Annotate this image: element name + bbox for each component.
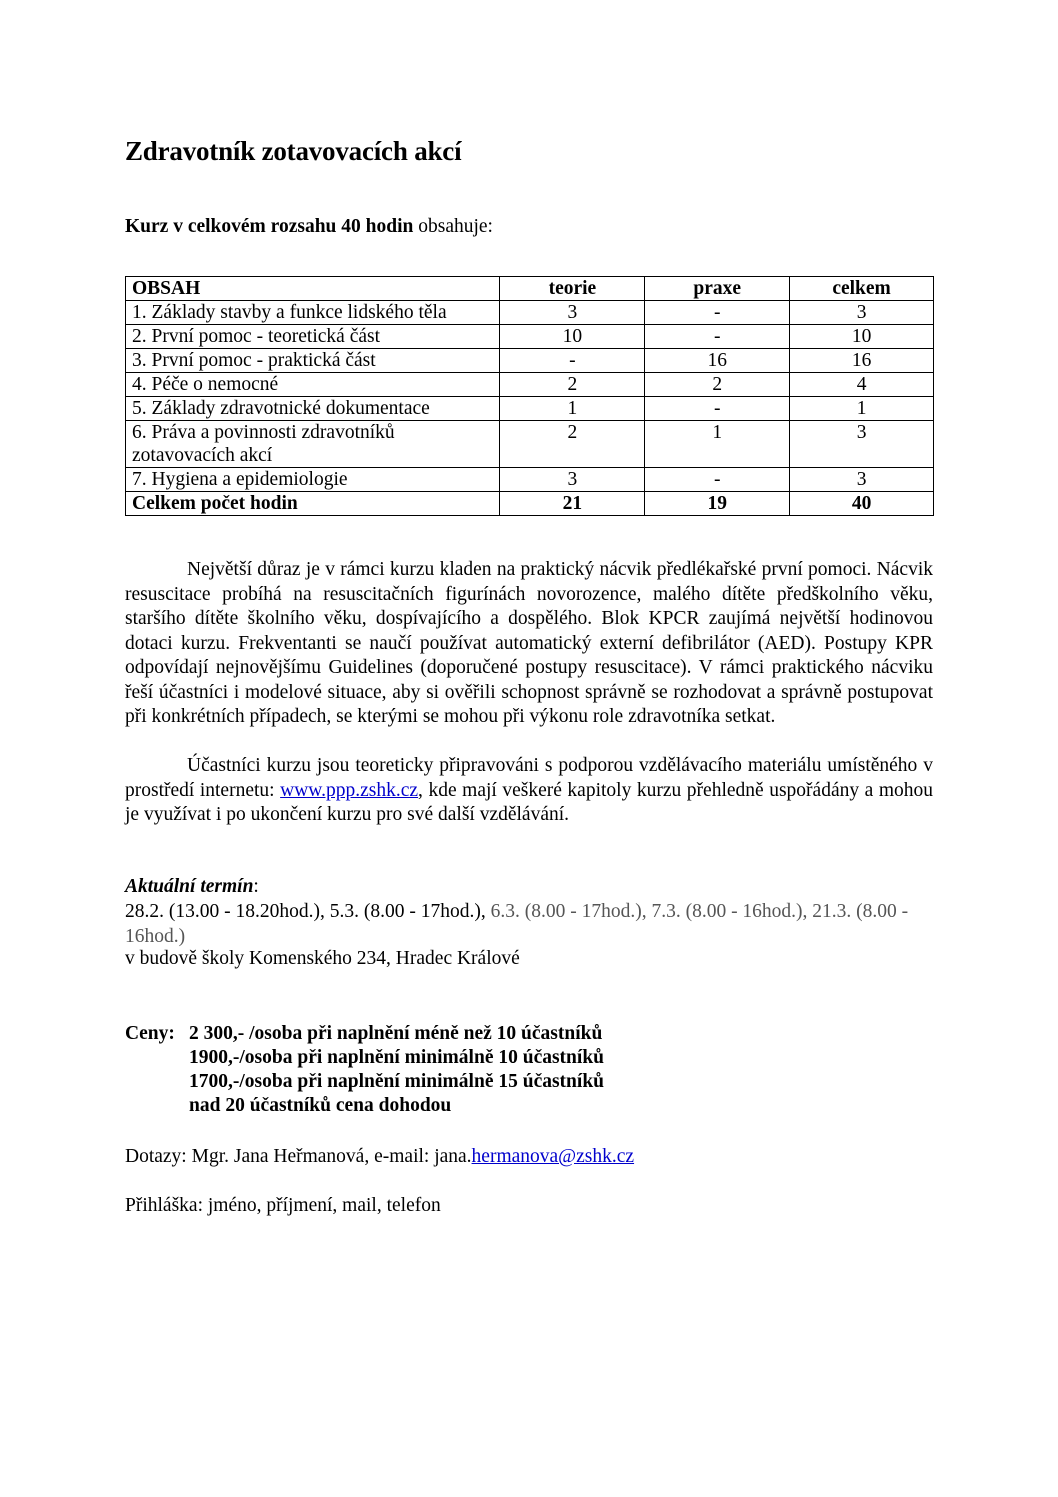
- cell-teorie: 3: [500, 468, 645, 492]
- header-obsah: OBSAH: [126, 277, 500, 301]
- term-venue: v budově školy Komenského 234, Hradec Králové: [125, 948, 520, 969]
- cell-topic: 7. Hygiena a epidemiologie: [126, 468, 500, 492]
- cell-teorie: 2: [500, 421, 645, 468]
- contact-prefix: Dotazy: Mgr. Jana Heřmanová, e-mail: jana.: [125, 1146, 472, 1167]
- cell-celkem: 4: [790, 373, 934, 397]
- cell-topic: 2. První pomoc - teoretická část: [126, 325, 500, 349]
- cell-celkem: 3: [790, 421, 934, 468]
- price-line: 1700,-/osoba při naplnění minimálně 15 účastníků: [189, 1071, 605, 1092]
- course-intro: [125, 216, 493, 238]
- cell-total-celkem: 40: [790, 492, 934, 516]
- table-total-row: [126, 492, 934, 516]
- price-line: 1900,-/osoba při naplnění minimálně 10 účastníků: [189, 1047, 605, 1068]
- course-content-table: [125, 276, 934, 516]
- table-row: [126, 421, 934, 468]
- cell-praxe: -: [645, 301, 790, 325]
- table-row: [126, 325, 934, 349]
- price-spacer: [125, 1070, 189, 1094]
- paragraph-online-after: , kde mají veškeré kapitoly kurzu přehledně uspořádány a mohou je využívat i po ukončení kurzu pro své další vzdělávání.: [125, 779, 934, 825]
- cell-total-praxe: 19: [645, 492, 790, 516]
- prices-label: Ceny:: [125, 1023, 175, 1044]
- cell-praxe: -: [645, 325, 790, 349]
- cell-praxe: 16: [645, 349, 790, 373]
- table-row: [126, 373, 934, 397]
- current-term-colon: :: [253, 876, 259, 897]
- cell-teorie: 10: [500, 325, 645, 349]
- prices-block: [125, 1022, 604, 1118]
- course-intro-rest: obsahuje:: [413, 216, 493, 237]
- email-link[interactable]: hermanova@zshk.cz: [471, 1146, 635, 1167]
- current-term-heading: [125, 876, 259, 898]
- paragraph-training-focus-text: Největší důraz je v rámci kurzu kladen na praktický nácvik předlékařské první pomoci. Nácvik resuscitace probíhá na resuscitačních figurínách novorozence, malého dítěte předškolního věku, staršího dítěte školního věku, dospívajícího a dospělého. Blok KPCR zaujímá největší hodinovou dotaci kurzu. Frekventanti se naučí používat automatický externí defibrilátor (AED). Postupy KPR odpovídají nejnovějšímu Guidelines (doporučené postupy resuscitace). V rámci praktického nácviku řeší účastníci i modelové situace, aby si ověřili schopnost správně se rozhodovat a správně postupovat při konkrétních případech, se kterými se mohou při výkonu role zdravotníka setkat.: [125, 559, 933, 727]
- table-header-row: [126, 277, 934, 301]
- price-line: nad 20 účastníků cena dohodou: [189, 1095, 452, 1116]
- paragraph-online-materials: [125, 754, 933, 828]
- cell-topic: 4. Péče o nemocné: [126, 373, 500, 397]
- price-row: [125, 1046, 604, 1070]
- paragraph-online-before: Účastníci kurzu jsou teoreticky připravováni s podporou vzdělávacího materiálu umístěného v prostředí internetu:: [125, 755, 933, 801]
- cell-praxe: 2: [645, 373, 790, 397]
- cell-celkem: 16: [790, 349, 934, 373]
- cell-total-teorie: 21: [500, 492, 645, 516]
- table-row: [126, 468, 934, 492]
- price-spacer: [125, 1046, 189, 1070]
- cell-celkem: 1: [790, 397, 934, 421]
- header-celkem: celkem: [790, 277, 934, 301]
- contact-line: [125, 1146, 634, 1168]
- term-dates-primary: 28.2. (13.00 - 18.20hod.), 5.3. (8.00 - 17hod.),: [125, 901, 491, 922]
- cell-teorie: 3: [500, 301, 645, 325]
- cell-teorie: -: [500, 349, 645, 373]
- price-row: [125, 1022, 604, 1046]
- cell-praxe: -: [645, 468, 790, 492]
- cell-topic: 6. Práva a povinnosti zdravotníků zotavovacích akcí: [126, 421, 500, 468]
- cell-celkem: 3: [790, 301, 934, 325]
- cell-praxe: 1: [645, 421, 790, 468]
- page-title: Zdravotník zotavovacích akcí: [125, 136, 462, 166]
- price-row: [125, 1070, 604, 1094]
- table-row: [126, 301, 934, 325]
- header-teorie: teorie: [500, 277, 645, 301]
- paragraph-training-focus: [125, 558, 933, 730]
- cell-total-label: Celkem počet hodin: [126, 492, 500, 516]
- cell-teorie: 1: [500, 397, 645, 421]
- table-row: [126, 349, 934, 373]
- price-row: [125, 1094, 604, 1118]
- term-dates-secondary: 6.3. (8.00 - 17hod.), 7.3. (8.00 - 16hod.), 21.3. (8.00 - 16hod.): [125, 901, 909, 947]
- website-link[interactable]: www.ppp.zshk.cz: [280, 779, 419, 801]
- signup-line: Přihláška: jméno, příjmení, mail, telefon: [125, 1195, 441, 1216]
- header-praxe: praxe: [645, 277, 790, 301]
- cell-celkem: 10: [790, 325, 934, 349]
- cell-topic: 3. První pomoc - praktická část: [126, 349, 500, 373]
- price-line: 2 300,- /osoba při naplnění méně než 10 účastníků: [189, 1023, 603, 1044]
- cell-topic: 1. Základy stavby a funkce lidského těla: [126, 301, 500, 325]
- course-intro-bold: Kurz v celkovém rozsahu 40 hodin: [125, 216, 414, 237]
- current-term-label: Aktuální termín: [125, 876, 254, 897]
- cell-topic: 5. Základy zdravotnické dokumentace: [126, 397, 500, 421]
- cell-celkem: 3: [790, 468, 934, 492]
- cell-teorie: 2: [500, 373, 645, 397]
- price-spacer: [125, 1094, 189, 1118]
- cell-praxe: -: [645, 397, 790, 421]
- table-row: [126, 397, 934, 421]
- term-dates: [125, 900, 945, 949]
